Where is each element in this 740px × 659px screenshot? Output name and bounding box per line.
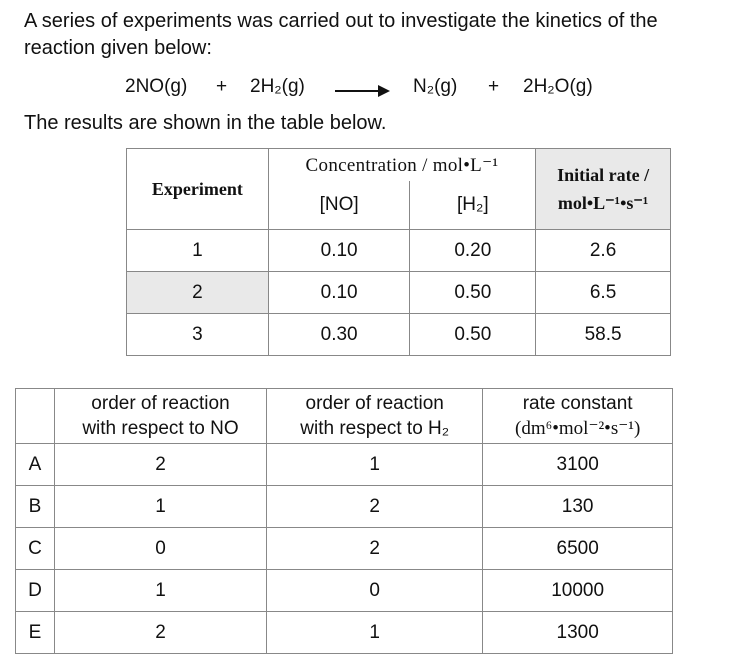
table-row bbox=[127, 314, 671, 356]
product-n2: N₂(g) bbox=[413, 76, 458, 97]
cell-experiment: 1 bbox=[127, 230, 269, 272]
cell-rate-constant: 6500 bbox=[483, 528, 673, 570]
header-order-h2 bbox=[267, 389, 483, 444]
answer-row[interactable] bbox=[16, 444, 673, 486]
question-intro: A series of experiments was carried out to investigate the kinetics of the reaction given below: bbox=[24, 10, 658, 59]
cell-h2: 0.50 bbox=[410, 314, 536, 356]
cell-h2: 0.50 bbox=[410, 272, 536, 314]
reaction-arrow-icon bbox=[335, 87, 390, 97]
answer-row[interactable] bbox=[16, 486, 673, 528]
header-order-h2-line2: with respect to H₂ bbox=[300, 418, 450, 439]
option-letter[interactable]: B bbox=[16, 486, 55, 528]
answer-options-table bbox=[15, 388, 673, 654]
cell-order-h2: 1 bbox=[267, 444, 483, 486]
cell-order-no: 0 bbox=[54, 528, 266, 570]
header-rate-line2: mol•L⁻¹•s⁻¹ bbox=[557, 193, 649, 213]
header-order-no-line2: with respect to NO bbox=[82, 418, 239, 439]
cell-rate: 58.5 bbox=[536, 314, 671, 356]
cell-order-h2: 2 bbox=[267, 528, 483, 570]
table-row bbox=[127, 272, 671, 314]
plus-sign: + bbox=[488, 76, 500, 97]
cell-order-h2: 1 bbox=[267, 612, 483, 654]
cell-order-h2: 0 bbox=[267, 570, 483, 612]
header-k-line2: (dm⁶•mol⁻²•s⁻¹) bbox=[515, 418, 641, 439]
header-rate-line1: Initial rate / bbox=[557, 165, 650, 185]
table-row bbox=[127, 230, 671, 272]
cell-rate: 2.6 bbox=[536, 230, 671, 272]
product-h2o: 2H₂O(g) bbox=[523, 76, 593, 97]
header-no: [NO] bbox=[268, 181, 410, 230]
answer-row[interactable] bbox=[16, 612, 673, 654]
header-order-no bbox=[54, 389, 266, 444]
cell-no: 0.30 bbox=[268, 314, 410, 356]
option-letter[interactable]: E bbox=[16, 612, 55, 654]
cell-no: 0.10 bbox=[268, 272, 410, 314]
header-rate-constant bbox=[483, 389, 673, 444]
cell-experiment: 2 bbox=[127, 272, 269, 314]
experiments-table bbox=[126, 148, 671, 356]
reactant-no: 2NO(g) bbox=[125, 76, 188, 97]
header-initial-rate bbox=[536, 149, 671, 230]
header-experiment: Experiment bbox=[127, 149, 269, 230]
cell-experiment: 3 bbox=[127, 314, 269, 356]
cell-order-no: 1 bbox=[54, 570, 266, 612]
cell-order-no: 2 bbox=[54, 612, 266, 654]
header-concentration: Concentration / mol•L⁻¹ bbox=[268, 149, 535, 182]
answer-row[interactable] bbox=[16, 528, 673, 570]
option-letter[interactable]: A bbox=[16, 444, 55, 486]
cell-rate-constant: 1300 bbox=[483, 612, 673, 654]
header-k-line1: rate constant bbox=[522, 393, 633, 414]
header-order-h2-line1: order of reaction bbox=[305, 393, 444, 414]
option-letter[interactable]: D bbox=[16, 570, 55, 612]
answer-row[interactable] bbox=[16, 570, 673, 612]
reactant-h2: 2H₂(g) bbox=[250, 76, 305, 97]
cell-rate: 6.5 bbox=[536, 272, 671, 314]
option-letter[interactable]: C bbox=[16, 528, 55, 570]
cell-rate-constant: 130 bbox=[483, 486, 673, 528]
header-order-no-line1: order of reaction bbox=[91, 393, 230, 414]
reaction-equation bbox=[0, 76, 740, 102]
cell-order-h2: 2 bbox=[267, 486, 483, 528]
plus-sign: + bbox=[216, 76, 228, 97]
header-blank bbox=[16, 389, 55, 444]
cell-rate-constant: 3100 bbox=[483, 444, 673, 486]
header-h2: [H₂] bbox=[410, 181, 536, 230]
cell-no: 0.10 bbox=[268, 230, 410, 272]
results-intro: The results are shown in the table below. bbox=[24, 112, 387, 134]
cell-h2: 0.20 bbox=[410, 230, 536, 272]
cell-rate-constant: 10000 bbox=[483, 570, 673, 612]
cell-order-no: 2 bbox=[54, 444, 266, 486]
cell-order-no: 1 bbox=[54, 486, 266, 528]
